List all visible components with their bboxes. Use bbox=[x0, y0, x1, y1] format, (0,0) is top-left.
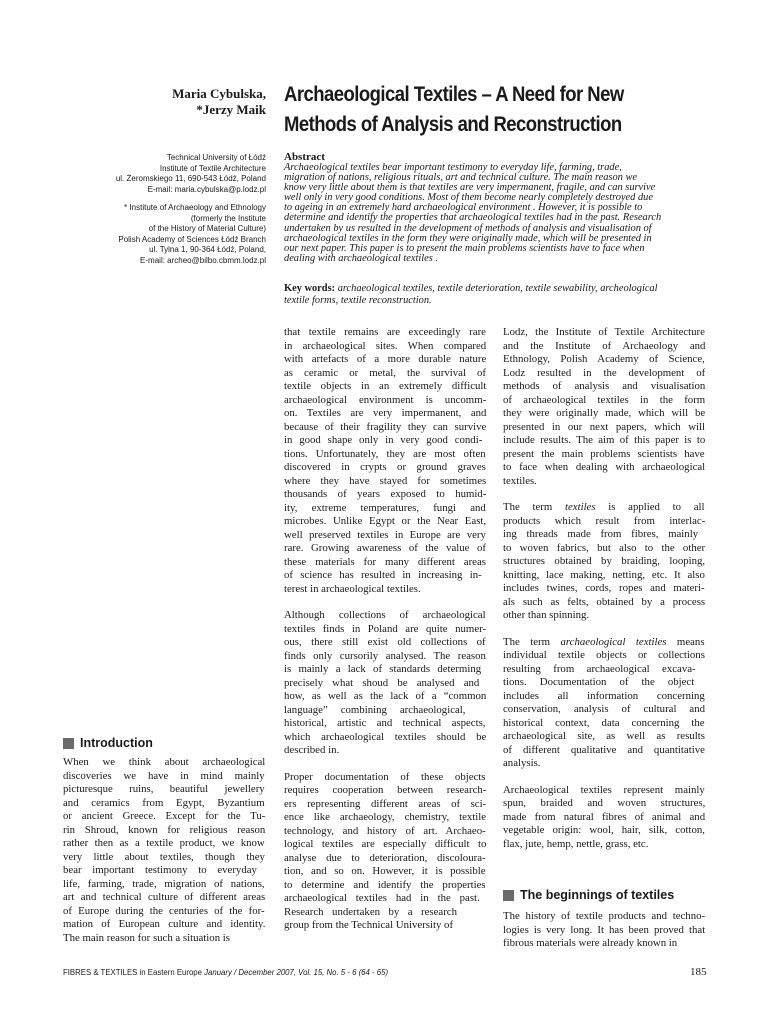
text-line: our next paper. This paper is to present the main problems scientists have to face when bbox=[284, 242, 645, 254]
text-line: to face when dealing with archaeological bbox=[503, 461, 706, 473]
text-line: microbes. Unlike Egypt or the Near East, bbox=[284, 515, 487, 527]
text-line: (formerly the Institute bbox=[190, 213, 266, 223]
column-3-continued bbox=[503, 910, 705, 951]
text-line: of different qualitative and quantitative bbox=[503, 743, 705, 756]
text-line: knitting, lace making, netting, etc. It also bbox=[503, 568, 705, 581]
heading-label: The beginnings of textiles bbox=[520, 888, 675, 902]
text-line: because of their fragility they can survive bbox=[284, 420, 487, 433]
paragraph bbox=[503, 501, 705, 623]
text-line: know very little about them is that textiles are very impermanent, fragile, and can survive bbox=[284, 182, 656, 194]
text-line: The main reason for such a situation is bbox=[63, 931, 231, 944]
abstract-label: Abstract bbox=[284, 151, 325, 163]
text-line: other than spinning. bbox=[503, 609, 590, 621]
text-line: The term textiles is applied to all bbox=[503, 501, 705, 513]
text-line: Although collections of archaeological bbox=[284, 609, 486, 621]
text-line: art and technical culture of different areas bbox=[63, 891, 266, 903]
text-line: methods of analysis and visualisation bbox=[503, 380, 706, 392]
text-line: which archaeological textiles should be bbox=[284, 730, 487, 743]
paragraph bbox=[503, 910, 705, 951]
text-line: ul. Tylna 1, 90-364 Łódź, Poland, bbox=[149, 245, 266, 255]
text-line: include results. The aim of this paper is to bbox=[503, 434, 706, 446]
text-line: Archaeological Textiles – A Need for New bbox=[284, 83, 624, 106]
text-line: determine and identify the properties that archaeological textiles had in the past. Research bbox=[284, 212, 662, 224]
page-footer bbox=[63, 968, 388, 977]
text-line: rare. Growing awareness of the value of bbox=[284, 542, 486, 554]
text-line: Lodz resulted in the development of bbox=[503, 366, 706, 379]
author-name: *Jerzy Maik bbox=[196, 102, 266, 117]
text-line: how, as well as the lack of a “common bbox=[284, 690, 487, 702]
text-line: these materials for many different areas bbox=[284, 555, 486, 568]
text-line: Archaeological textiles bear important testimony to everyday life, farming, trade, bbox=[284, 162, 622, 173]
section-heading-introduction bbox=[63, 736, 153, 750]
text-line: of the History of Material Culture) bbox=[148, 224, 266, 234]
author-name: Maria Cybulska, bbox=[172, 86, 266, 101]
page-number: 185 bbox=[690, 966, 707, 978]
paragraph bbox=[63, 756, 265, 945]
text-line: * Institute of Archaeology and Ethnology bbox=[124, 203, 266, 212]
text-line: archaeological environment is uncomm- bbox=[284, 393, 487, 406]
text-line: is mainly a lack of standards determing bbox=[284, 663, 482, 675]
text-line: spun, braided and woven structures, bbox=[503, 797, 706, 809]
text-line: individual textile objects or collections bbox=[503, 649, 705, 661]
abstract-text bbox=[284, 163, 704, 264]
text-line: undertaken by us resulted in the development of methods of analysis and visualisation of bbox=[284, 222, 652, 234]
text-line: Proper documentation of these objects bbox=[284, 770, 486, 783]
text-line: tions. Unfortunately, they are most often bbox=[284, 447, 486, 460]
text-line: resulting from archaeological excava- bbox=[503, 662, 696, 675]
text-line: in archaeological sites. When compared bbox=[284, 339, 487, 352]
text-line: flax, jute, hemp, nettle, grass, etc. bbox=[503, 837, 649, 850]
text-line: and the Institute of Archaeology and bbox=[503, 339, 706, 352]
text-line: where they have stayed for sometimes bbox=[284, 474, 487, 487]
text-line: archaeological textiles in the form they were originally made, which will be presented in bbox=[284, 232, 652, 244]
text-line: historical, artistic and technical aspects, bbox=[284, 717, 486, 729]
paragraph bbox=[284, 771, 486, 933]
text-line: als such as felts, obtained by a process bbox=[503, 595, 706, 608]
keywords-label: Key words: bbox=[284, 283, 336, 294]
text-line: tions. Documentation of the object bbox=[503, 676, 695, 688]
text-line: picturesque ruins, beautiful jewellery bbox=[63, 783, 265, 795]
text-line: archaeological site, as well as results bbox=[503, 730, 705, 742]
text-line: made from natural fibres of animal and bbox=[503, 810, 706, 823]
paragraph bbox=[503, 636, 705, 771]
text-line: dealing with archaeological textiles . bbox=[284, 252, 439, 264]
text-line: well preserved textiles in Europe are very bbox=[284, 528, 486, 541]
affiliation-2 bbox=[70, 203, 266, 267]
text-line: ence like archaeology, chemistry, textile bbox=[284, 811, 487, 823]
heading-square-icon bbox=[63, 738, 74, 749]
text-line: well only in very good conditions. Most of them become nearly completely destroyed due bbox=[284, 192, 653, 204]
text-line: of archaeological textiles in the form bbox=[503, 393, 706, 406]
text-line: presented in our next papers, which will bbox=[503, 420, 706, 433]
journal-name: FIBRES & TEXTILES in Eastern Europe bbox=[63, 968, 202, 977]
keywords-text: textile forms, textile reconstruction. bbox=[284, 294, 432, 306]
text-line: language” combining archaeological, bbox=[284, 703, 466, 716]
text-line: textiles finds in Poland are quite numer- bbox=[284, 622, 487, 635]
text-line: with artefacts of a more durable nature bbox=[284, 353, 487, 365]
text-line: discoveries we have in mind mainly bbox=[63, 769, 265, 782]
text-line: Ethnology, Polish Academy of Science, bbox=[503, 353, 705, 365]
keywords bbox=[284, 283, 704, 306]
text-line: or ancient Greece. Except for the Tu- bbox=[63, 810, 266, 822]
text-line: mation of European culture and identity. bbox=[63, 918, 266, 930]
text-line: vegetable origin: wool, hair, silk, cotton, bbox=[503, 824, 705, 836]
text-line: logical textiles are especially difficult to bbox=[284, 838, 487, 850]
issue-info: January / December 2007, Vol. 15, No. 5 - 6 (64 - 65) bbox=[204, 968, 389, 977]
keywords-text: archaeological textiles, textile deterioration, textile sewability, archeological bbox=[337, 283, 658, 294]
paragraph bbox=[503, 784, 705, 852]
text-line: historical context, data concerning the bbox=[503, 716, 705, 729]
text-line: textile objects in an extremely difficult bbox=[284, 380, 487, 392]
text-line: structures obtained by braiding, looping, bbox=[503, 555, 706, 567]
text-line: conservation, analysis of cultural and bbox=[503, 703, 706, 715]
text-line: and ceramics from Egypt, Byzantium bbox=[63, 796, 265, 809]
text-line: of science has resulted in increasing in- bbox=[284, 569, 482, 581]
text-line: ers representing different areas of sci- bbox=[284, 797, 487, 810]
text-line: textiles. bbox=[503, 474, 537, 487]
text-line: analysis. bbox=[503, 757, 541, 769]
paper-title bbox=[284, 80, 671, 140]
text-line: Research undertaken by a research bbox=[284, 905, 457, 918]
column-2 bbox=[284, 326, 486, 946]
text-line: logies is very long. It has been proved that bbox=[503, 923, 706, 936]
text-line: present the main problems scientists have bbox=[503, 447, 705, 460]
text-line: When we think about archaeological bbox=[63, 756, 266, 768]
text-line: to determine and identify the properties bbox=[284, 878, 486, 891]
text-line: Archaeological textiles represent mainly bbox=[503, 783, 705, 796]
text-line: thousands of years exposed to humid- bbox=[284, 488, 487, 500]
text-line: rather then as a textile product, we know bbox=[63, 837, 265, 849]
column-1 bbox=[63, 756, 265, 958]
text-line: Methods of Analysis and Reconstruction bbox=[284, 113, 622, 136]
heading-square-icon bbox=[503, 890, 514, 901]
text-line: to woven fabrics, but also to the other bbox=[503, 541, 706, 554]
text-line: described in. bbox=[284, 744, 340, 756]
text-line: The history of textile products and techno- bbox=[503, 910, 706, 922]
text-line: ity, extreme temperatures, fungi and bbox=[284, 501, 486, 514]
text-line: fibrous materials were already known in bbox=[503, 937, 678, 949]
paragraph bbox=[284, 326, 486, 596]
text-line: Polish Academy of Sciences Łódź Branch bbox=[118, 234, 266, 244]
text-line: ing threads made from fibres, mainly bbox=[503, 528, 699, 540]
text-line: requires cooperation between research- bbox=[284, 784, 487, 796]
text-line: ous, there still exist old collections of bbox=[284, 636, 486, 648]
text-line: archaeological textiles had in the past. bbox=[284, 892, 480, 904]
text-line: The term archaeological textiles means bbox=[503, 635, 705, 648]
text-line: of Europe during the centuries of the for- bbox=[63, 904, 265, 917]
text-line: life, farming, trade, migration of nations, bbox=[63, 877, 265, 890]
text-line: E-mail: archeo@bilbo.cbmm.lodz.pl bbox=[140, 255, 266, 265]
text-line: tion, and so on. However, it is possible bbox=[284, 865, 486, 877]
heading-label: Introduction bbox=[80, 736, 153, 750]
text-line: E-mail: maria.cybulska@p.lodz.pl bbox=[147, 184, 266, 194]
paragraph bbox=[284, 609, 486, 758]
text-line: Lodz, the Institute of Textile Architecture bbox=[503, 326, 705, 338]
text-line: to ageing in an extremely hard archaeological environment . However, it is possible to bbox=[284, 202, 643, 214]
text-line: in good shape only in very good condi- bbox=[284, 434, 483, 446]
section-heading-beginnings bbox=[503, 888, 674, 902]
text-line: analyse due to deterioration, discoloura- bbox=[284, 851, 486, 864]
text-line: includes all information concerning bbox=[503, 689, 705, 702]
text-line: bear important testimony to everyday bbox=[63, 864, 257, 876]
text-line: Technical University of Łódź bbox=[166, 153, 266, 162]
text-line: includes twines, cords, ropes and materi- bbox=[503, 582, 705, 594]
text-line: Institute of Textile Architecture bbox=[159, 163, 266, 173]
text-line: ul. Żeromskiego 11, 690-543 Łódź, Poland bbox=[115, 174, 266, 184]
text-line: terest in archaeological textiles. bbox=[284, 582, 421, 595]
text-line: finds only cursorily analysed. The reason bbox=[284, 649, 486, 662]
text-line: technology, and history of art. Archaeo- bbox=[284, 824, 486, 837]
text-line: on. Textiles are very impermanent, and bbox=[284, 407, 487, 419]
text-line: products which result from interlac- bbox=[503, 514, 706, 527]
text-line: very little about textiles, though they bbox=[63, 850, 265, 863]
text-line: that textile remains are exceedingly rare bbox=[284, 326, 486, 338]
text-line: discovered in crypts or ground graves bbox=[284, 461, 486, 473]
text-line: rin Shroud, known for religious reason bbox=[63, 823, 266, 836]
column-3 bbox=[503, 326, 705, 864]
author-block bbox=[100, 86, 266, 118]
paragraph bbox=[503, 326, 705, 488]
text-line: as ceramic or metal, the survival of bbox=[284, 366, 486, 379]
text-line: precisely what shoud be analysed and bbox=[284, 676, 480, 689]
text-line: migration of nations, religious rituals, art and technical culture. The main reason we bbox=[284, 172, 637, 184]
text-line: they were originally made, which will be bbox=[503, 407, 706, 419]
affiliation-1 bbox=[70, 153, 266, 195]
text-line: group from the Technical University of bbox=[284, 919, 454, 931]
